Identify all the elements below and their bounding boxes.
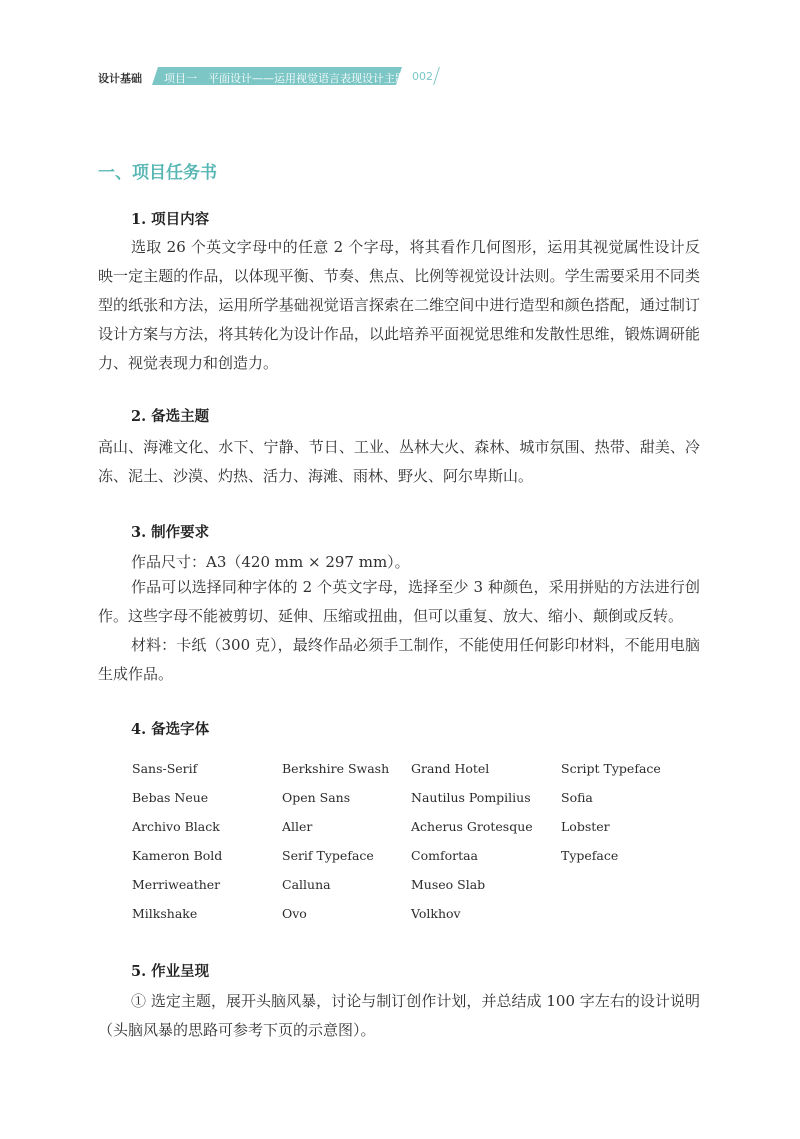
font-item: Calluna bbox=[282, 877, 331, 892]
header-slash bbox=[433, 67, 440, 85]
font-item: Acherus Grotesque bbox=[411, 819, 533, 834]
font-item: Lobster bbox=[561, 819, 610, 834]
font-item: Museo Slab bbox=[411, 877, 486, 892]
font-item: Aller bbox=[282, 819, 313, 834]
running-header bbox=[0, 0, 800, 100]
heading-project-content: 1. 项目内容 bbox=[131, 211, 210, 228]
font-item: Volkhov bbox=[411, 906, 461, 921]
font-item: Grand Hotel bbox=[411, 761, 490, 776]
font-item: Typeface bbox=[561, 848, 619, 863]
font-item: Kameron Bold bbox=[132, 848, 223, 863]
paragraph-materials: 材料：卡纸（300 克），最终作品必须手工制作，不能使用任何影印材料，不能用电脑生成作品。 bbox=[98, 636, 700, 683]
page-number: 002 bbox=[412, 70, 433, 83]
paragraph-themes: 高山、海滩文化、水下、宁静、节日、工业、丛林大火、森林、城市氛围、热带、甜美、冷冻、泥土、沙漠、灼热、活力、海滩、雨林、野火、阿尔卑斯山。 bbox=[98, 438, 700, 485]
font-item: Archivo Black bbox=[132, 819, 220, 834]
size-line: 作品尺寸：A3（420 mm × 297 mm）。 bbox=[131, 553, 410, 571]
font-item: Milkshake bbox=[132, 906, 198, 921]
heading-fonts: 4. 备选字体 bbox=[131, 721, 210, 738]
font-item: Berkshire Swash bbox=[282, 761, 390, 776]
font-item: Merriweather bbox=[132, 877, 221, 892]
font-column-2 bbox=[282, 759, 389, 933]
font-item: Script Typeface bbox=[561, 761, 661, 776]
paragraph-project-content: 选取 26 个英文字母中的任意 2 个字母，将其看作几何图形，运用其视觉属性设计反映一定主题的作品，以体现平衡、节奏、焦点、比例等视觉设计法则。学生需要采用不同类型的纸张和方法，运用所学基础视觉语言探索在二维空间中进行造型和颜色搭配，通过制订设计方案与方法，将其转化为设计作品，以此培养平面视觉思维和发散性思维，锻炼调研能力、视觉表现力和创造力。 bbox=[98, 238, 700, 372]
font-item: Serif Typeface bbox=[282, 848, 374, 863]
font-column-3 bbox=[411, 759, 533, 933]
font-list bbox=[132, 759, 712, 939]
font-item: Sans-Serif bbox=[132, 761, 198, 776]
heading-deliverables: 5. 作业呈现 bbox=[131, 963, 210, 980]
font-column-1 bbox=[132, 759, 222, 933]
project-title: 项目一 平面设计——运用视觉语言表现设计主题 bbox=[164, 72, 406, 85]
font-item: Nautilus Pompilius bbox=[411, 790, 531, 805]
book-title: 设计基础 bbox=[98, 72, 142, 85]
heading-requirements: 3. 制作要求 bbox=[131, 524, 210, 541]
font-item: Bebas Neue bbox=[132, 790, 209, 805]
font-item: Comfortaa bbox=[411, 848, 478, 863]
paragraph-requirements: 作品可以选择同种字体的 2 个英文字母，选择至少 3 种颜色，采用拼贴的方法进行创作。这些字母不能被剪切、延伸、压缩或扭曲，但可以重复、放大、缩小、颠倒或反转。 bbox=[98, 578, 700, 625]
font-column-4 bbox=[561, 759, 661, 875]
section-title: 一、项目任务书 bbox=[98, 163, 217, 183]
font-item: Open Sans bbox=[282, 790, 351, 805]
heading-themes: 2. 备选主题 bbox=[131, 408, 210, 425]
paragraph-deliverables: ① 选定主题，展开头脑风暴，讨论与制订创作计划，并总结成 100 字左右的设计说明（头脑风暴的思路可参考下页的示意图）。 bbox=[98, 992, 700, 1039]
font-item: Ovo bbox=[282, 906, 307, 921]
font-item: Sofia bbox=[561, 790, 593, 805]
